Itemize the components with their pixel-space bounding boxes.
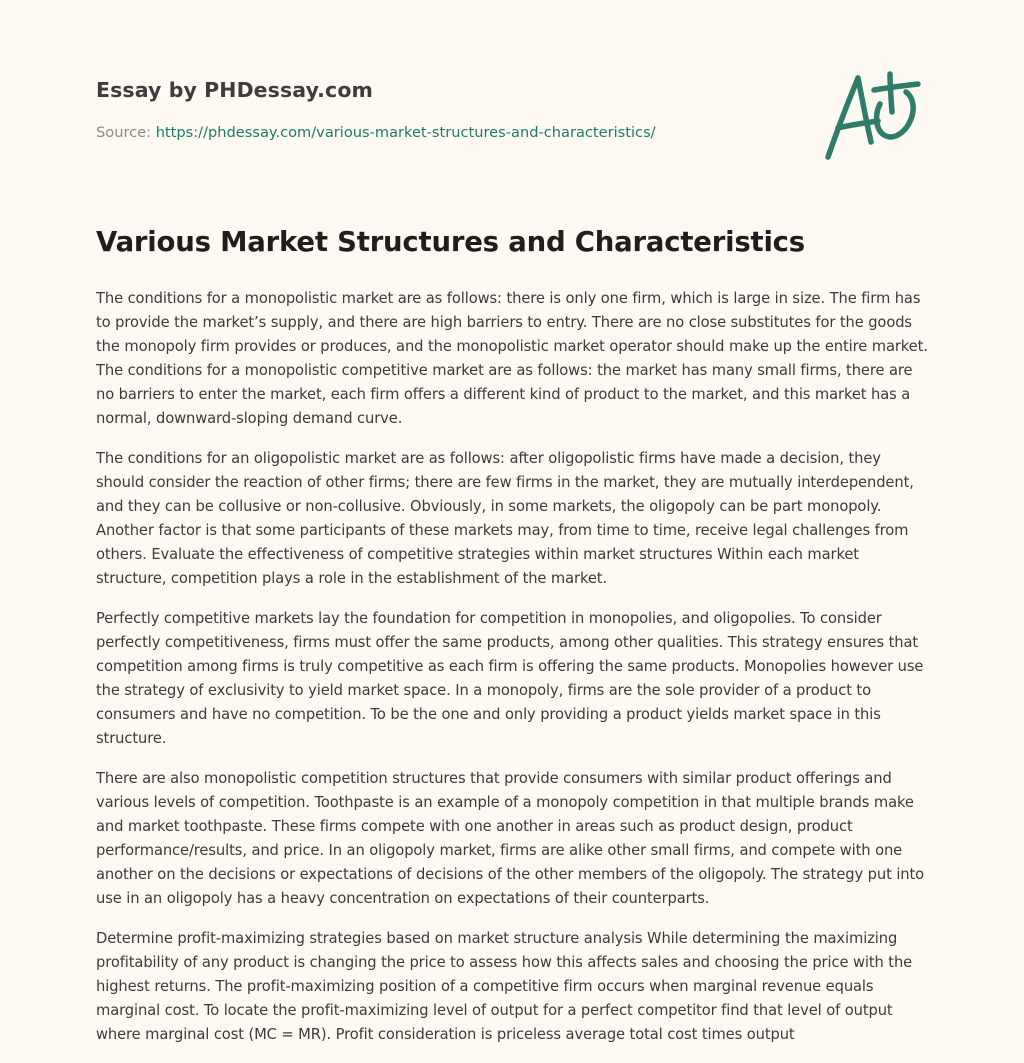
essay-paragraph: The conditions for an oligopolistic market are as follows: after oligopolistic firms have made a decision, they should consider the reaction of other firms; there are few firms in the market, they are mutually interdependent, and they can be collusive or non-collusive. Obviously, in some markets, the oligopoly can be part monopoly. Another factor is that some participants of these markets may, from time to time, receive legal challenges from others. Evaluate the effectiveness of competitive strategies within market structures Within each market structure, competition plays a role in the establishment of the market.: [96, 450, 914, 587]
essay-title: Various Market Structures and Characteristics: [96, 226, 805, 258]
site-title: Essay by PHDessay.com: [96, 78, 373, 102]
essay-paragraph: Perfectly competitive markets lay the foundation for competition in monopolies, and oligopolies. To consider perfectly competitiveness, firms must offer the same products, among other qualities. This strategy ensures that competition among firms is truly competitive as each firm is offering the same products. Monopolies however use the strategy of exclusivity to yield market space. In a monopoly, firms are the sole provider of a product to consumers and have no competition. To be the one and only providing a product yields market space in this structure.: [96, 610, 924, 747]
a-plus-logo: [824, 68, 928, 164]
source-link[interactable]: https://phdessay.com/various-market-structures-and-characteristics/: [155, 124, 656, 141]
essay-paragraph: There are also monopolistic competition structures that provide consumers with similar product offerings and various levels of competition. Toothpaste is an example of a monopoly competition in that multiple brands make and market toothpaste. These firms compete with one another in areas such as product design, product performance/results, and price. In an oligopoly market, firms are alike other small firms, and compete with one another on the decisions or expectations of decisions of the other members of the oligopoly. The strategy put into use in an oligopoly has a heavy concentration on expectations of their counterparts.: [96, 770, 925, 907]
source-label: Source:: [96, 124, 156, 141]
essay-body: [96, 287, 930, 1063]
a-plus-logo-icon: [824, 68, 928, 164]
essay-paragraph: Determine profit-maximizing strategies based on market structure analysis While determining the maximizing profitability of any product is changing the price to assess how this affects sales and choosing the price with the highest returns. The profit-maximizing position of a competitive firm occurs when marginal revenue equals marginal cost. To locate the profit-maximizing level of output for a perfect competitor find that level of output where marginal cost (MC = MR). Profit consideration is priceless average total cost times output: [96, 930, 913, 1043]
source-line: [96, 124, 656, 141]
essay-paragraph: The conditions for a monopolistic market are as follows: there is only one firm, which is large in size. The firm has to provide the market’s supply, and there are high barriers to entry. There are no close substitutes for the goods the monopoly firm provides or produces, and the monopolistic market operator should make up the entire market. The conditions for a monopolistic competitive market are as follows: the market has many small firms, there are no barriers to enter the market, each firm offers a different kind of product to the market, and this market has a normal, downward-sloping demand curve.: [96, 290, 928, 427]
